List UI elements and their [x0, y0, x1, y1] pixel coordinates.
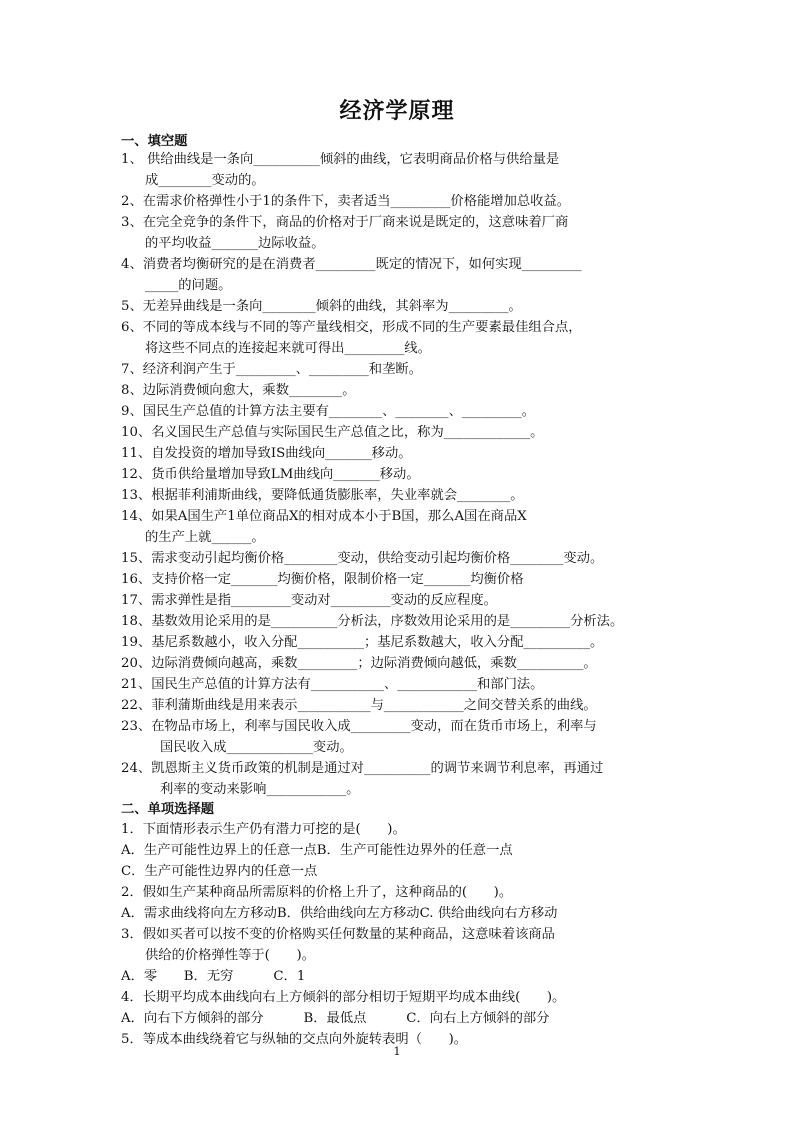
question-line: 3、在完全竞争的条件下，商品的价格对于厂商来说是既定的，这意味着厂商: [121, 215, 569, 230]
question-line: 4．长期平均成本曲线向右上方倾斜的部分相切于短期平均成本曲线( )。: [121, 990, 566, 1005]
question-line: 的平均收益_______边际收益。: [145, 236, 325, 251]
document-title: 经济学原理: [339, 98, 455, 124]
question-line: 22、菲利蒲斯曲线是用来表示___________与____________之间交替关系的曲线。: [121, 698, 597, 713]
question-line: 24、凯恩斯主义货币政策的机制是通过对__________的调节来调节利息率，再通过: [121, 761, 604, 776]
question-line: 国民收入成_____________变动。: [160, 740, 353, 755]
question-line: 供给的价格弹性等于( )。: [145, 948, 315, 963]
question-line: 2、在需求价格弹性小于1的条件下，卖者适当_________价格能增加总收益。: [121, 194, 571, 209]
question-line: 4、消费者均衡研究的是在消费者_________既定的情况下，如何实现_________: [121, 257, 582, 272]
question-line: 20、边际消费倾向越高，乘数_________；边际消费倾向越低，乘数__________。: [121, 656, 597, 671]
option-line: A．向右下方倾斜的部分 B．最低点 C．向右上方倾斜的部分: [121, 1011, 550, 1026]
question-line: _____的问题。: [145, 278, 232, 293]
question-line: 1、 供给曲线是一条向__________倾斜的曲线，它表明商品价格与供给量是: [121, 152, 560, 167]
question-line: 将这些不同点的连接起来就可得出_________线。: [145, 341, 431, 356]
question-line: 17、需求弹性是指_________变动对_________变动的反应程度。: [121, 593, 497, 608]
question-line: 16、支持价格一定_______均衡价格，限制价格一定_______均衡价格: [121, 572, 524, 587]
question-line: 7、经济利润产生于_________、_________和垄断。: [121, 362, 422, 377]
question-line: 6、不同的等成本线与不同的等产量线相交，形成不同的生产要素最佳组合点，: [121, 320, 582, 335]
option-line: A．需求曲线将向左方移动B．供给曲线向左方移动C. 供给曲线向右方移动: [121, 906, 558, 921]
question-line: 的生产上就______。: [145, 530, 265, 545]
question-line: 19、基尼系数越小，收入分配__________；基尼系数越大，收入分配__________。: [121, 635, 604, 650]
page-number: 1: [393, 1045, 401, 1058]
question-line: 2．假如生产某种商品所需原料的价格上升了，这种商品的( )。: [121, 885, 513, 900]
section-fill-blank: 一、填空题: [121, 134, 188, 149]
question-line: 1．下面情形表示生产仍有潜力可挖的是( )。: [121, 822, 406, 837]
question-line: 利率的变动来影响____________。: [160, 782, 360, 797]
question-line: 18、基数效用论采用的是__________分析法，序数效用论采用的是_________分析法。: [121, 614, 624, 629]
question-line: 5．等成本曲线绕着它与纵轴的交点向外旋转表明（ )。: [121, 1032, 468, 1047]
option-line: A．生产可能性边界上的任意一点B．生产可能性边界外的任意一点: [121, 843, 513, 858]
question-line: 10、名义国民生产总值与实际国民生产总值之比，称为_____________。: [121, 425, 544, 440]
question-line: 9、国民生产总值的计算方法主要有________、________、_________。: [121, 404, 536, 419]
question-line: 成________变动的。: [145, 173, 265, 188]
question-line: 8、边际消费倾向愈大，乘数________。: [121, 383, 356, 398]
option-line: A．零 B．无穷 C．1: [121, 969, 306, 984]
question-line: 3．假如买者可以按不变的价格购买任何数量的某种商品，这意味着该商品: [121, 927, 555, 942]
question-line: 5、无差异曲线是一条向________倾斜的曲线，其斜率为_________。: [121, 299, 522, 314]
question-line: 13、根据菲利浦斯曲线，要降低通货膨胀率，失业率就会________。: [121, 488, 524, 503]
question-line: 11、自发投资的增加导致IS曲线向_______移动。: [121, 446, 412, 461]
question-line: 21、国民生产总值的计算方法有___________、____________和部门法。: [121, 677, 544, 692]
question-line: 15、需求变动引起均衡价格________变动，供给变动引起均衡价格________变动。: [121, 551, 604, 566]
question-line: 23、在物品市场上，利率与国民收入成_________变动，而在货币市场上，利率与: [121, 719, 597, 734]
question-line: 14、如果A国生产1单位商品X的相对成本小于B国，那么A国在商品X: [121, 509, 527, 524]
question-line: 12、货币供给量增加导致LM曲线向_______移动。: [121, 467, 420, 482]
option-line: C．生产可能性边界内的任意一点: [121, 864, 318, 879]
section-single-choice: 二、单项选择题: [121, 802, 215, 817]
